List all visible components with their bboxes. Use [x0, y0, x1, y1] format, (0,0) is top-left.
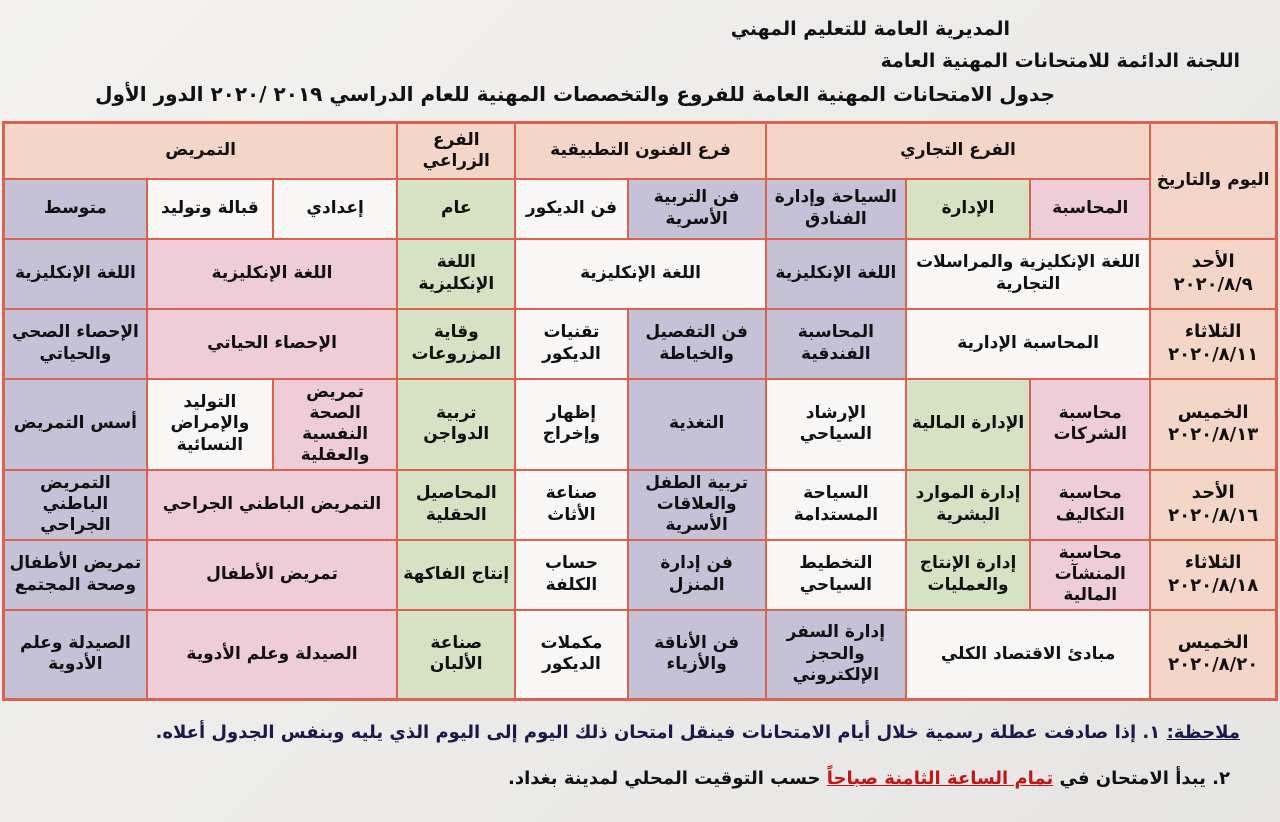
exam-cell: التخطيط السياحي — [766, 540, 906, 610]
exam-cell: صناعة الألبان — [397, 610, 515, 700]
exam-cell: حساب الكلفة — [515, 540, 627, 610]
spec-preparatory: إعدادي — [273, 179, 397, 239]
exam-date: ٢٠٢٠/٨/١٦ — [1168, 504, 1259, 526]
exam-cell: محاسبة المنشآت المالية — [1030, 540, 1150, 610]
row-date-cell — [1150, 540, 1276, 610]
note-1-text: ١. إذا صادفت عطلة رسمية خلال أيام الامتحانات فينقل امتحان ذلك اليوم إلى اليوم الذي يليه وبنفس الجدول أعلاه. — [155, 722, 1161, 743]
note-1 — [156, 722, 1240, 743]
spec-decor: فن الديكور — [515, 179, 627, 239]
note-2-start: ٢. يبدأ الامتحان في — [1059, 768, 1230, 789]
exam-cell: التمريض الباطني الجراحي — [147, 470, 397, 540]
row-date-cell — [1150, 379, 1276, 470]
exam-date: ٢٠٢٠/٨/٩ — [1173, 273, 1253, 295]
exam-cell: مبادئ الاقتصاد الكلي — [906, 610, 1150, 700]
directorate-title: المديرية العامة للتعليم المهني — [730, 18, 1010, 40]
exam-cell: الصيدلة وعلم الأدوية — [147, 610, 397, 700]
row-date-cell — [1150, 470, 1276, 540]
exam-cell: التوليد والإمراض النسائية — [147, 379, 273, 470]
exam-cell: المحاسبة الإدارية — [906, 309, 1150, 379]
exam-cell: الإحصاء الصحي والحياتي — [4, 309, 147, 379]
day-name: الخميس — [1177, 631, 1249, 653]
exam-cell: اللغة الإنكليزية — [4, 239, 147, 309]
exam-cell: تمريض الصحة النفسية والعقلية — [273, 379, 397, 470]
note-2-highlight: تمام الساعة الثامنة صباحاً — [826, 768, 1054, 789]
exam-cell: تمريض الأطفال وصحة المجتمع — [4, 540, 147, 610]
day-name: الأحد — [1191, 251, 1235, 272]
exam-cell: الإدارة المالية — [906, 379, 1030, 470]
spec-family-education: فن التربية الأسرية — [628, 179, 766, 239]
spec-management: الإدارة — [906, 179, 1030, 239]
exam-cell: أسس التمريض — [4, 379, 147, 470]
exam-date: ٢٠٢٠/٨/٢٠ — [1168, 654, 1259, 676]
exam-cell: تربية الدواجن — [397, 379, 515, 470]
branch-commercial: الفرع التجاري — [766, 123, 1151, 179]
exam-date: ٢٠٢٠/٨/١١ — [1168, 343, 1259, 365]
committee-title: اللجنة الدائمة للامتحانات المهنية العامة — [880, 50, 1240, 72]
exam-cell: الإحصاء الحياتي — [147, 309, 397, 379]
row-date-cell — [1150, 239, 1276, 309]
exam-date: ٢٠٢٠/٨/١٣ — [1168, 424, 1259, 445]
exam-cell: السياحة المستدامة — [766, 470, 906, 540]
exam-cell: اللغة الإنكليزية — [397, 239, 515, 309]
exam-cell: إنتاج الفاكهة — [397, 540, 515, 610]
exam-cell: إظهار وإخراج — [515, 379, 627, 470]
note-2 — [508, 768, 1230, 789]
exam-cell: اللغة الإنكليزية والمراسلات التجارية — [906, 239, 1150, 309]
exam-cell: الصيدلة وعلم الأدوية — [4, 610, 147, 700]
day-name: الثلاثاء — [1184, 321, 1242, 342]
exam-cell: اللغة الإنكليزية — [515, 239, 765, 309]
exam-cell: مكملات الديكور — [515, 610, 627, 700]
note-2-end: حسب التوقيت المحلي لمدينة بغداد. — [508, 768, 821, 789]
row-date-cell — [1150, 610, 1276, 700]
branch-applied-arts: فرع الفنون التطبيقية — [515, 123, 765, 179]
spec-general: عام — [397, 179, 515, 239]
exam-cell: فن إدارة المنزل — [628, 540, 766, 610]
branch-agricultural: الفرع الزراعي — [397, 123, 515, 179]
exam-cell: اللغة الإنكليزية — [766, 239, 906, 309]
exam-cell: إدارة السفر والحجز الإلكتروني — [766, 610, 906, 700]
row-date-cell — [1150, 309, 1276, 379]
exam-cell: تقنيات الديكور — [515, 309, 627, 379]
exam-cell: تمريض الأطفال — [147, 540, 397, 610]
exam-cell: صناعة الأثاث — [515, 470, 627, 540]
spec-intermediate: متوسط — [4, 179, 147, 239]
exam-cell: التغذية — [628, 379, 766, 470]
schedule-title: جدول الامتحانات المهنية العامة للفروع والتخصصات المهنية للعام الدراسي ٢٠١٩ /٢٠٢٠ الدور الأول — [95, 82, 1055, 106]
exam-date: ٢٠٢٠/٨/١٨ — [1168, 574, 1259, 596]
note-label: ملاحظة: — [1166, 722, 1240, 743]
spec-accounting: المحاسبة — [1030, 179, 1150, 239]
exam-cell: محاسبة التكاليف — [1030, 470, 1150, 540]
exam-cell: التمريض الباطني الجراحي — [4, 470, 147, 540]
day-name: الأحد — [1191, 482, 1235, 503]
exam-cell: تربية الطفل والعلاقات الأسرية — [628, 470, 766, 540]
branch-nursing: التمريض — [4, 123, 398, 179]
exam-cell: إدارة الإنتاج والعمليات — [906, 540, 1030, 610]
exam-cell: اللغة الإنكليزية — [147, 239, 397, 309]
spec-tourism: السياحة وإدارة الفنادق — [766, 179, 906, 239]
day-date-header: اليوم والتاريخ — [1150, 123, 1276, 239]
day-name: الثلاثاء — [1184, 552, 1242, 573]
exam-cell: وقاية المزروعات — [397, 309, 515, 379]
exam-cell: فن الأناقة والأزياء — [628, 610, 766, 700]
exam-cell: فن التفصيل والخياطة — [628, 309, 766, 379]
exam-cell: إدارة الموارد البشرية — [906, 470, 1030, 540]
spec-midwifery: قبالة وتوليد — [147, 179, 273, 239]
day-name: الخميس — [1177, 401, 1249, 423]
exam-cell: محاسبة الشركات — [1030, 379, 1150, 470]
exam-cell: المحاسبة الفندقية — [766, 309, 906, 379]
exam-schedule-table — [2, 121, 1278, 701]
exam-cell: المحاصيل الحقلية — [397, 470, 515, 540]
exam-cell: الإرشاد السياحي — [766, 379, 906, 470]
